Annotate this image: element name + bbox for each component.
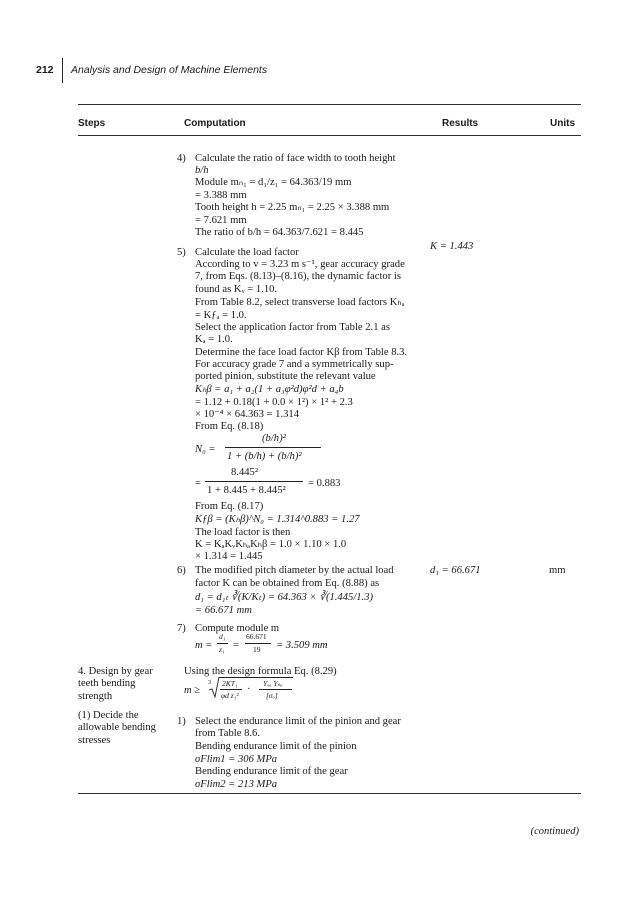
item-5-line: The load factor is then [195, 527, 291, 538]
item-6-number: 6) [177, 565, 186, 576]
design-formula-title: Using the design formula Eq. (8.29) [184, 666, 337, 677]
item-6-line: factor K can be obtained from Eq. (8.88) as [195, 578, 380, 589]
module-den-a: z₁ [219, 645, 225, 654]
n0-denominator: 1 + (b/h) + (b/h)² [227, 451, 302, 462]
item-5-line: 7, from Eqs. (8.13)–(8.16), the dynamic factor is [195, 271, 401, 282]
step-4-label: strength [78, 691, 113, 702]
design-formula-f1-num: 2KT₁ [222, 679, 238, 688]
item-4-line: Module mₙ₁ = d₁/z₁ = 64.363/19 mm [195, 177, 352, 188]
module-num-b: 66.671 [246, 632, 267, 641]
item-5-line: found as Kᵥ = 1.10. [195, 284, 278, 295]
design-formula-f1-den: φd z₁² [221, 691, 239, 700]
continued-note: (continued) [530, 826, 579, 837]
column-header-computation: Computation [184, 118, 246, 129]
result-load-factor: K = 1.443 [430, 241, 474, 252]
item-5-line: From Eq. (8.18) [195, 421, 264, 432]
item-1-equation: σFlim1 = 306 MPa [195, 754, 278, 765]
design-formula-dot: · [247, 684, 251, 695]
item-1-line: Bending endurance limit of the pinion [195, 741, 357, 752]
column-header-results: Results [442, 118, 479, 129]
item-5-number: 5) [177, 247, 186, 258]
n0-value-rhs: = 0.883 [308, 478, 341, 489]
item-4-line: Calculate the ratio of face width to tooth height [195, 153, 396, 164]
item-4-line: = 3.388 mm [195, 190, 247, 201]
item-1-line: Select the endurance limit of the pinion and gear [195, 716, 401, 727]
design-formula-f2-num: Yₒₐ Yₛₐ [263, 679, 283, 688]
module-bar-b [245, 643, 271, 644]
n0-value-denominator: 1 + 8.445 + 8.445² [207, 485, 286, 496]
design-formula-f2-bar [259, 689, 292, 690]
page-number: 212 [36, 64, 54, 76]
column-header-steps: Steps [78, 118, 106, 129]
item-5-line: K = KₐKᵥKₕₐKₕβ = 1.0 × 1.10 × 1.0 [195, 539, 347, 550]
item-4-number: 4) [177, 153, 186, 164]
item-5-line: From Eq. (8.17) [195, 501, 264, 512]
item-4-line: b/h [195, 165, 209, 176]
column-header-units: Units [550, 118, 575, 129]
module-den-b: 19 [253, 645, 261, 654]
item-5-line: From Table 8.2, select transverse load factors Kₕₐ [195, 297, 405, 308]
item-5-equation: Kₕβ = a₁ + a₂(1 + a₃φ²d)φ²d + a₄b [195, 384, 344, 395]
item-1-number: 1) [177, 716, 186, 727]
item-5-line: ported pinion, substitute the relevant value [195, 371, 376, 382]
item-5-line: = Kƒₐ = 1.0. [195, 310, 247, 321]
n0-value-fraction-bar [205, 481, 303, 482]
n0-lhs: N₀ = [195, 444, 216, 455]
item-4-line: The ratio of b/h = 64.363/7.621 = 8.445 [195, 227, 364, 238]
item-6-equation: d₁ = d₁ₜ ∛(K/Kₜ) = 64.363 × ∛(1.445/1.3) [195, 592, 374, 603]
root-overbar [219, 677, 293, 678]
n0-fraction-bar [225, 447, 321, 448]
step-4-1-label: stresses [78, 735, 111, 746]
item-7-number: 7) [177, 623, 186, 634]
item-6-line: = 66.671 mm [195, 605, 252, 616]
item-5-line: × 10⁻⁴ × 64.363 = 1.314 [195, 409, 300, 420]
item-5-line: Determine the face load factor Kβ from Table 8.3. [195, 347, 408, 358]
design-formula-lhs: m ≥ [184, 685, 201, 696]
item-5-line: According to v = 3.23 m s⁻¹, gear accuracy grade [195, 259, 405, 270]
n0-value-numerator: 8.445² [231, 467, 259, 478]
item-5-line: Kₐ = 1.0. [195, 334, 233, 345]
running-title: Analysis and Design of Machine Elements [71, 64, 268, 76]
result-pitch-diameter-unit: mm [549, 565, 566, 576]
svg-text:3: 3 [208, 680, 211, 686]
item-1-line: from Table 8.6. [195, 728, 260, 739]
item-5-line: Calculate the load factor [195, 247, 299, 258]
result-pitch-diameter: d₁ = 66.671 [430, 565, 481, 576]
cube-root-icon [208, 676, 220, 698]
item-4-line: = 7.621 mm [195, 215, 247, 226]
n0-numerator: (b/h)² [262, 433, 286, 444]
step-4-label: teeth bending [78, 678, 136, 689]
n0-value-lhs: = [195, 478, 201, 489]
header-divider [62, 58, 63, 83]
item-5-line: Select the application factor from Table 2.1 as [195, 322, 390, 333]
item-5-line: For accuracy grade 7 and a symmetrically sup- [195, 359, 394, 370]
table-bottom-rule [78, 793, 581, 794]
item-5-line: = 1.12 + 0.18(1 + 0.0 × 1²) × 1² + 2.3 [195, 397, 353, 408]
module-eq: = [233, 640, 239, 651]
step-4-1-label: (1) Decide the [78, 710, 139, 721]
item-7-line: Compute module m [195, 623, 280, 634]
table-top-rule [78, 104, 581, 105]
step-4-1-label: allowable bending [78, 722, 156, 733]
module-rhs: = 3.509 mm [276, 640, 328, 651]
module-lhs: m = [195, 640, 213, 651]
module-bar-a [217, 643, 228, 644]
item-6-line: The modified pitch diameter by the actual load [195, 565, 394, 576]
design-formula-f1-bar [220, 689, 242, 690]
table-header-rule [78, 135, 581, 136]
item-4-line: Tooth height h = 2.25 mₙ₁ = 2.25 × 3.388 mm [195, 202, 390, 213]
item-5-equation: Kƒβ = (Kₕβ)^N₀ = 1.314^0.883 = 1.27 [195, 514, 360, 525]
item-5-line: × 1.314 = 1.445 [195, 551, 263, 562]
design-formula-f2-den: [σₒ] [266, 691, 278, 700]
item-1-line: Bending endurance limit of the gear [195, 766, 348, 777]
module-num-a: d₁ [219, 632, 226, 641]
step-4-label: 4. Design by gear [78, 666, 153, 677]
item-1-equation: σFlim2 = 213 MPa [195, 779, 278, 790]
